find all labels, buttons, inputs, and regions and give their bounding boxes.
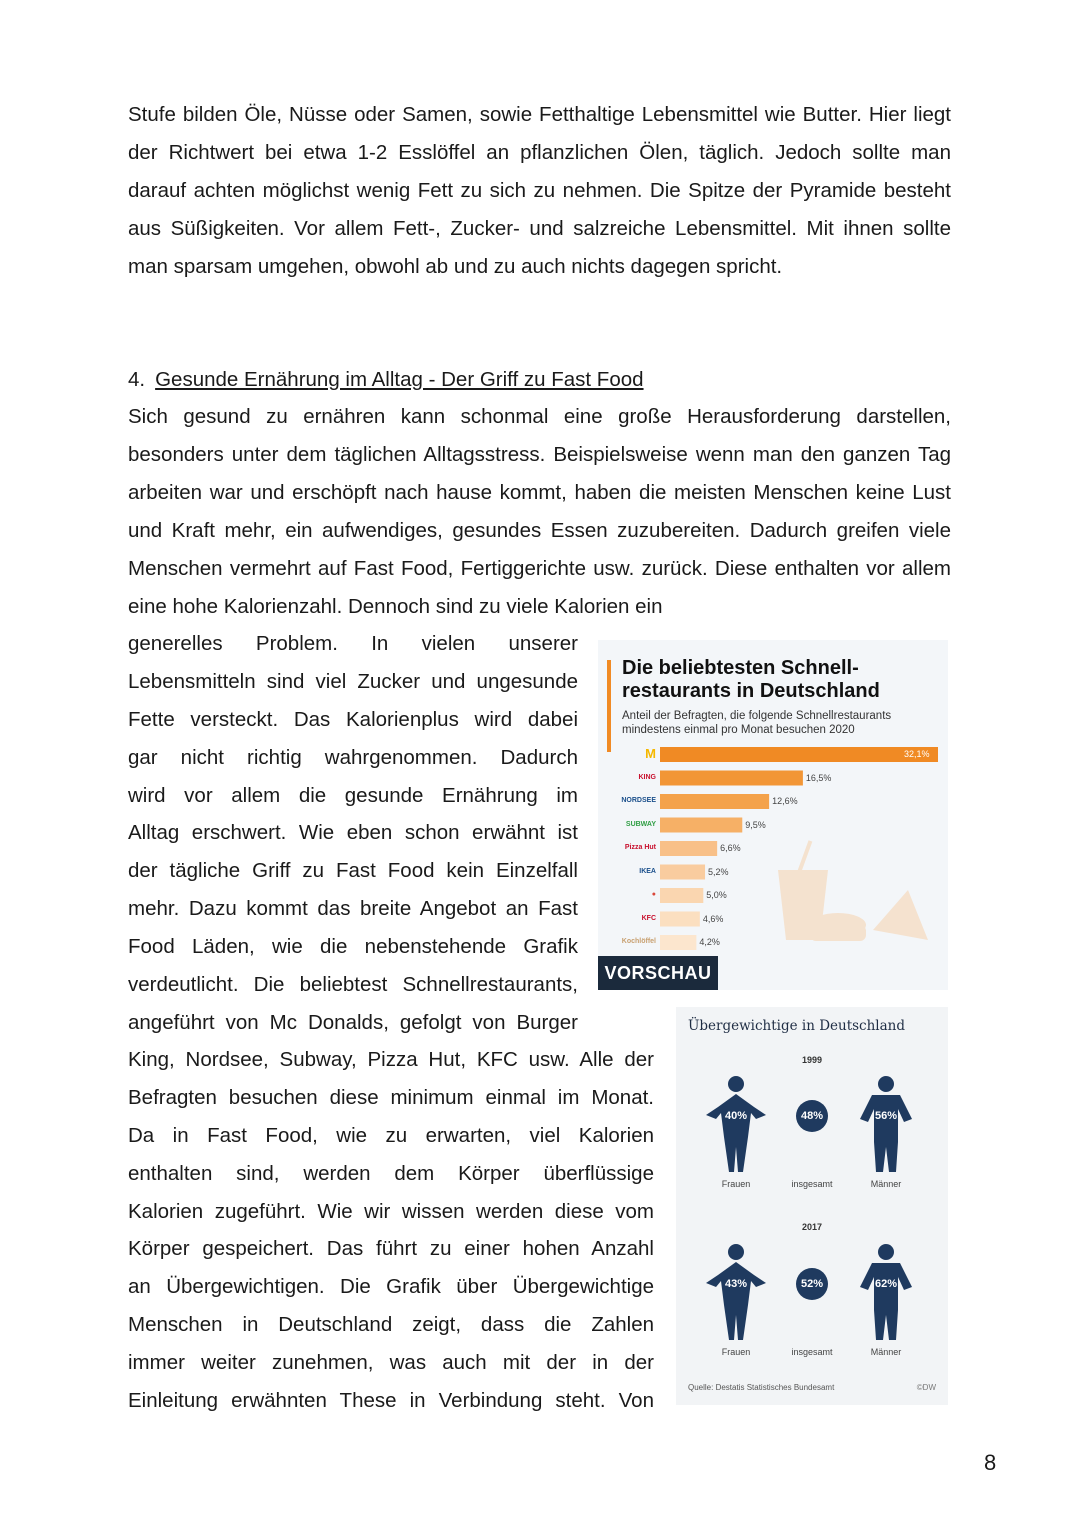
bar-value-label: 32,1% — [904, 749, 930, 759]
bar-value-label: 4,6% — [702, 913, 724, 924]
text-line: Befragten besuchen diese minimum einmal im Monat. — [128, 1085, 654, 1109]
text-line: Körper gespeichert. Das führt zu einer hohen Anzahl — [128, 1237, 654, 1261]
section-heading — [128, 366, 644, 394]
bar-ikea — [660, 865, 705, 880]
brand-logo-pizza-hut: Pizza Hut — [624, 844, 656, 851]
text-line: verdeutlicht. Die beliebtest Schnellrestaurants, — [128, 973, 578, 997]
text-line: Einleitung erwähnten These in Verbindung steht. Von — [128, 1389, 654, 1413]
bar-value-label: 5,0% — [706, 890, 727, 900]
preview-watermark: VORSCHAU — [598, 956, 718, 990]
chart-subtitle-line-2: mindestens einmal pro Monat besuchen 2020 — [622, 724, 855, 736]
woman-figure-icon — [706, 1244, 766, 1340]
frauen-2017-value: 43% — [724, 1278, 748, 1290]
brand-logo-kfc: KFC — [641, 914, 656, 922]
people-figures — [676, 1007, 948, 1405]
chart-subtitle-line-1: Anteil der Befragten, die folgende Schnellrestaurants — [622, 710, 892, 722]
source-note: Quelle: Destatis Statistisches Bundesamt — [688, 1383, 835, 1392]
paragraph-pyramid-top: Stufe bilden Öle, Nüsse oder Samen, sowie Fetthaltige Lebensmittel wie Butter. Hier liegt der Richtwert bei etwa 1-2 Esslöffel an pflanzlichen Ölen, täglich. Jedoch sollte man darauf achten möglichst wenig Fett zu sich zu nehmen. Die Spitze der Pyramide besteht aus Süßigkeiten. Vor allem Fett-, Zucker- und salzreiche Lebensmittel. Mit ihnen sollte man sparsam umgehen, obwohl ab und zu auch nichts dagegen spricht. — [128, 103, 951, 278]
brand-logo-burger-king: KING — [638, 773, 656, 781]
text-line: wird vor allem die gesunde Ernährung im — [128, 783, 578, 807]
text-line: Lebensmitteln sind viel Zucker und ungesunde — [128, 669, 578, 693]
bar-value-label: 5,2% — [708, 866, 729, 877]
caption-maenner: Männer — [870, 1179, 902, 1189]
text-line: Da in Fast Food, wie zu erwarten, viel Kalorien — [128, 1123, 654, 1147]
text-line: Fette versteckt. Das Kalorienplus wird dabei — [128, 707, 578, 731]
bar-value-label: 16,5% — [805, 772, 832, 783]
paragraph-alltag: Sich gesund zu ernähren kann schonmal eine große Herausforderung darstellen, besonders unter dem täglichen Alltagsstress. Beispielsweise wenn man den ganzen Tag arbeiten war und erschöpft nach hause kommt, haben die meisten Menschen keine Lust und Kraft mehr, ein aufwendiges, gesundes Essen zuzubereiten. Dadurch greifen viele Menschen vermehrt auf Fast Food, Fertiggerichte usw. zurück. Diese enthalten vor allem eine hohe Kalorienzahl. Dennoch sind zu viele Kalorien ein — [128, 405, 951, 618]
bar-nordsee — [660, 794, 769, 809]
brand-logo-mcdonald-s: M — [645, 746, 656, 761]
caption-maenner: Männer — [870, 1347, 902, 1357]
year-label-2017: 2017 — [801, 1222, 823, 1232]
bar-value-label: 6,6% — [720, 843, 741, 853]
overweight-infographic — [676, 1007, 948, 1405]
caption-insgesamt: insgesamt — [791, 1179, 833, 1189]
frauen-1999-value: 40% — [724, 1110, 748, 1122]
bar-value-label: 12,6% — [772, 796, 798, 806]
chart-title-line-2: restaurants in Deutschland — [622, 680, 880, 702]
text-line: enthalten sind, werden dem Körper überflüssige — [128, 1161, 654, 1185]
woman-figure-icon — [706, 1076, 766, 1172]
text-line: generelles Problem. In vielen unserer — [128, 632, 578, 655]
brand-logo-kochl-ffel: Kochlöffel — [621, 938, 656, 945]
maenner-2017-value: 62% — [874, 1278, 898, 1290]
bar-burger-king — [660, 771, 803, 786]
year-label-1999: 1999 — [801, 1055, 823, 1065]
insgesamt-2017-value: 52% — [800, 1278, 824, 1290]
text-line: Kalorien zugeführt. Wie wir wissen werden diese vom — [128, 1199, 654, 1223]
bar-vapiano — [660, 888, 703, 903]
bar-value-label: 4,2% — [699, 937, 720, 947]
bar-kfc — [660, 912, 700, 927]
bar-value-label: 9,5% — [745, 819, 766, 830]
text-line: mehr. Dazu kommt das breite Angebot an Fast — [128, 897, 578, 921]
man-figure-icon — [860, 1244, 912, 1340]
text-line: an Übergewichtigen. Die Grafik über Übergewichtige — [128, 1275, 654, 1299]
text-line: Food Läden, wie die nebenstehende Grafik — [128, 935, 578, 959]
brand-logo-subway: SUBWAY — [625, 820, 656, 828]
caption-frauen: Frauen — [721, 1179, 751, 1189]
text-line: immer weiter zunehmen, was auch mit der in der — [128, 1351, 654, 1375]
man-figure-icon — [860, 1076, 912, 1172]
text-line: gar nicht richtig wahrgenommen. Dadurch — [128, 745, 578, 769]
caption-frauen: Frauen — [721, 1347, 751, 1357]
text-line: der tägliche Griff zu Fast Food kein Einzelfall — [128, 859, 578, 883]
bar-pizza-hut — [660, 841, 717, 856]
brand-logo-vapiano: ● — [651, 891, 656, 898]
chart-title-line-1: Die beliebtesten Schnell- — [622, 657, 859, 679]
text-line: Alltag erschwert. Wie eben schon erwähnt ist — [128, 821, 578, 845]
bar-kochl-ffel — [660, 935, 696, 950]
text-column-left-of-infographic — [128, 1041, 654, 1420]
caption-insgesamt: insgesamt — [791, 1347, 833, 1357]
maenner-1999-value: 56% — [874, 1110, 898, 1122]
infographic-title: Übergewichtige in Deutschland — [688, 1018, 906, 1034]
text-line: Menschen in Deutschland zeigt, dass die Zahlen — [128, 1313, 654, 1337]
bar-subway — [660, 818, 742, 833]
text-column-left-of-chart — [128, 625, 578, 1042]
credit-note: ©DW — [916, 1383, 936, 1392]
section-title: Gesunde Ernährung im Alltag - Der Griff zu Fast Food — [155, 368, 644, 391]
page-number: 8 — [984, 1450, 997, 1475]
text-line: angeführt von Mc Donalds, gefolgt von Burger — [128, 1010, 578, 1034]
brand-logo-nordsee: NORDSEE — [621, 797, 656, 804]
section-number: 4. — [128, 368, 146, 391]
bar-mcdonald-s — [660, 747, 938, 762]
insgesamt-1999-value: 48% — [800, 1110, 824, 1122]
text-line: King, Nordsee, Subway, Pizza Hut, KFC usw. Alle der — [128, 1048, 654, 1071]
brand-logo-ikea: IKEA — [639, 867, 656, 875]
fastfood-chart — [598, 640, 948, 990]
